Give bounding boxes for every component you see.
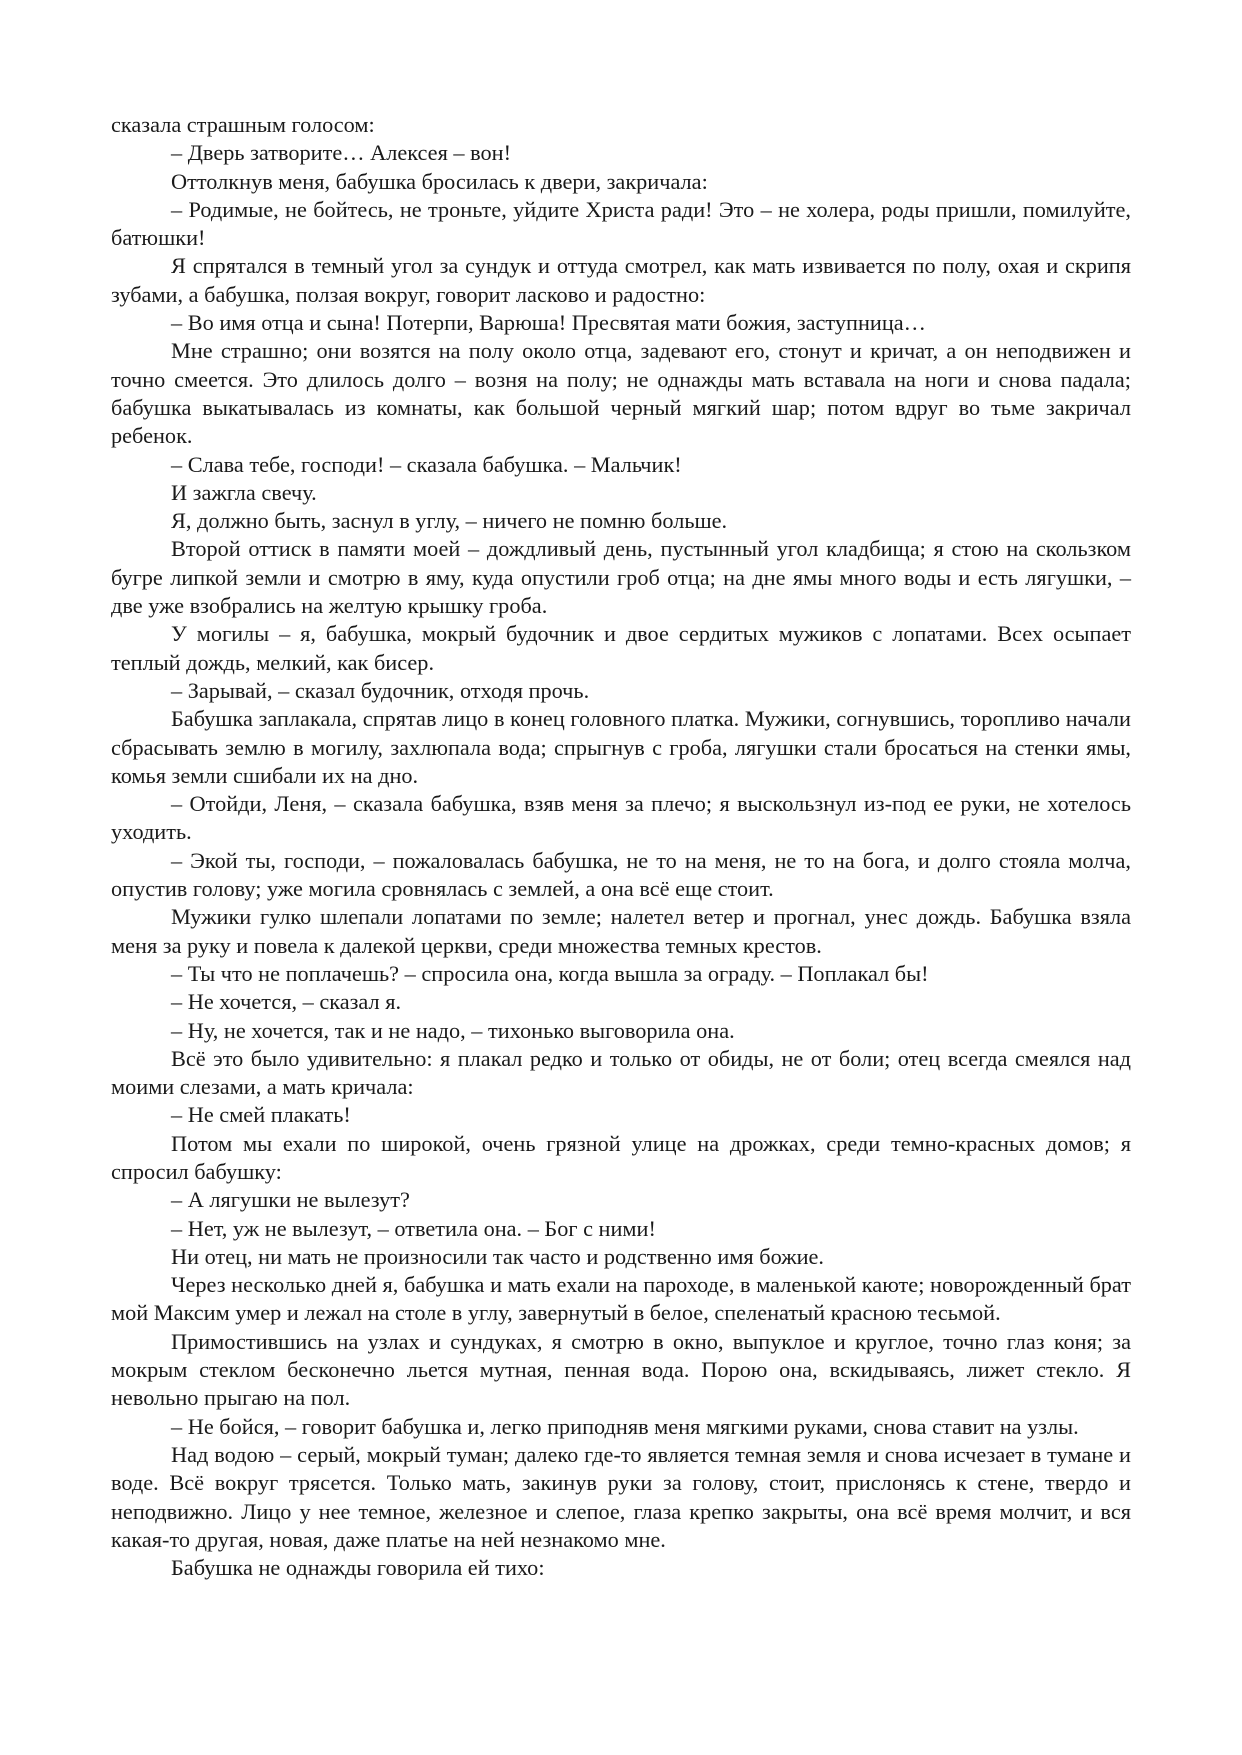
paragraph: – Не хочется, – сказал я. bbox=[171, 989, 402, 1015]
paragraph: – Нет, уж не вылезут, – ответила она. – Бог с ними! bbox=[171, 1215, 656, 1241]
paragraph: Оттолкнув меня, бабушка бросилась к двери, закричала: bbox=[171, 168, 708, 194]
paragraph: Примостившись на узлах и сундуках, я смотрю в окно, выпуклое и круглое, точно глаз коня; за мокрым стеклом бесконечно льется мутная, пенная вода. Порою она, вскидываясь, лижет стекло. Я невольно прыгаю на пол. bbox=[111, 1328, 1131, 1411]
paragraph: – Родимые, не бойтесь, не троньте, уйдите Христа ради! Это – не холера, роды пришли, помилуйте, батюшки! bbox=[111, 196, 1131, 251]
paragraph: – Не бойся, – говорит бабушка и, легко приподняв меня мягкими руками, снова ставит на узлы. bbox=[171, 1413, 1079, 1439]
paragraph: И зажгла свечу. bbox=[171, 479, 317, 505]
paragraph: Бабушка не однажды говорила ей тихо: bbox=[171, 1555, 545, 1581]
paragraph: Я спрятался в темный угол за сундук и оттуда смотрел, как мать извивается по полу, охая и скрипя зубами, а бабушка, ползая вокруг, говорит ласково и радостно: bbox=[111, 253, 1131, 307]
paragraph: Над водою – серый, мокрый туман; далеко где-то является темная земля и снова исчезает в тумане и воде. Всё вокруг трясется. Только мать, закинув руки за голову, стоит, прислонясь к стене, твердо и неподвижно. Лицо у нее темное, железное и слепое, глаза крепко закрыты, она всё время молчит, и вся какая-то другая, новая, даже платье на ней незнакомо мне. bbox=[111, 1441, 1131, 1552]
paragraph: Бабушка заплакала, спрятав лицо в конец головного платка. Мужики, согнувшись, торопливо начали сбрасывать землю в могилу, захлюпала вода; спрыгнув с гроба, лягушки стали бросаться на стенки ямы, комья земли сшибали их на дно. bbox=[111, 706, 1131, 788]
document-page bbox=[111, 111, 1131, 1582]
paragraph: – Ну, не хочется, так и не надо, – тихонько выговорила она. bbox=[171, 1017, 735, 1043]
paragraph: Второй оттиск в памяти моей – дождливый день, пустынный угол кладбища; я стою на скользком бугре липкой земли и смотрю в яму, куда опустили гроб отца; на дне ямы много воды и есть лягушки, – две уже взобрались на желтую крышку гроба. bbox=[111, 536, 1131, 619]
paragraph: – Во имя отца и сына! Потерпи, Варюша! Пресвятая мати божия, заступница… bbox=[171, 310, 926, 336]
paragraph: У могилы – я, бабушка, мокрый будочник и двое сердитых мужиков с лопатами. Всех осыпает теплый дождь, мелкий, как бисер. bbox=[111, 621, 1131, 675]
paragraph: сказала страшным голосом: bbox=[111, 112, 375, 137]
paragraph: Ни отец, ни мать не произносили так часто и родственно имя божие. bbox=[171, 1243, 825, 1269]
paragraph: – Не смей плакать! bbox=[171, 1102, 351, 1128]
paragraph: Всё это было удивительно: я плакал редко и только от обиды, не от боли; отец всегда смеялся над моими слезами, а мать кричала: bbox=[111, 1045, 1131, 1100]
paragraph: – А лягушки не вылезут? bbox=[171, 1187, 410, 1213]
paragraph: – Ты что не поплачешь? – спросила она, когда вышла за ограду. – Поплакал бы! bbox=[171, 960, 929, 986]
paragraph: – Экой ты, господи, – пожаловалась бабушка, не то на меня, не то на бога, и долго стояла молча, опустив голову; уже могила сровнялась с землей, а она всё еще стоит. bbox=[111, 847, 1131, 902]
paragraph: – Дверь затворите… Алексея – вон! bbox=[171, 140, 512, 166]
paragraph: Мужики гулко шлепали лопатами по земле; налетел ветер и прогнал, унес дождь. Бабушка взяла меня за руку и повела к далекой церкви, среди множества темных крестов. bbox=[111, 904, 1131, 958]
paragraph: – Слава тебе, господи! – сказала бабушка. – Мальчик! bbox=[171, 451, 682, 477]
paragraph: Потом мы ехали по широкой, очень грязной улице на дрожках, среди темно-красных домов; я спросил бабушку: bbox=[111, 1130, 1131, 1184]
paragraph: Я, должно быть, заснул в углу, – ничего не помню больше. bbox=[171, 508, 728, 534]
paragraph: Мне страшно; они возятся на полу около отца, задевают его, стонут и кричат, а он неподвижен и точно смеется. Это длилось долго – возня на полу; не однажды мать вставала на ноги и снова падала; бабушка выкатывалась из комнаты, как большой черный мягкий шар; потом вдруг во тьме закричал ребенок. bbox=[111, 338, 1131, 449]
paragraph: Через несколько дней я, бабушка и мать ехали на пароходе, в маленькой каюте; новорожденный брат мой Максим умер и лежал на столе в углу, завернутый в белое, спеленатый красною тесьмой. bbox=[111, 1272, 1131, 1326]
paragraph: – Отойди, Леня, – сказала бабушка, взяв меня за плечо; я выскользнул из-под ее руки, не хотелось уходить. bbox=[111, 791, 1131, 845]
paragraph: – Зарывай, – сказал будочник, отходя прочь. bbox=[171, 677, 590, 703]
